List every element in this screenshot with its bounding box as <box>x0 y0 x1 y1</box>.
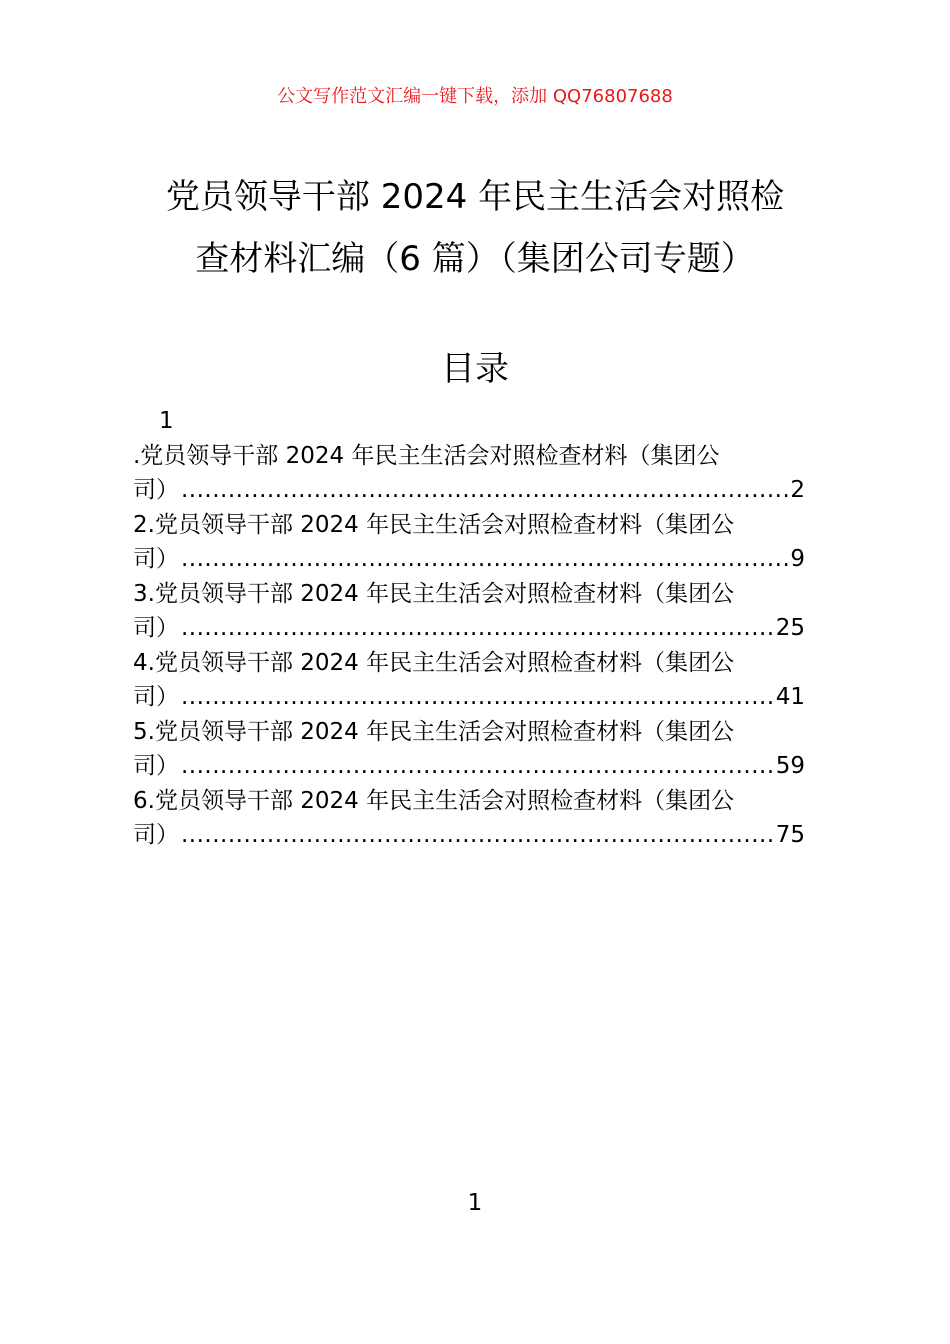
toc-entry-title[interactable]: 3.党员领导干部 2024 年民主生活会对照检查材料（集团公 <box>133 580 735 607</box>
toc-entry-page[interactable]: 41 <box>775 684 805 710</box>
toc-entry-title[interactable]: 5.党员领导干部 2024 年民主生活会对照检查材料（集团公 <box>133 718 735 745</box>
toc-entry-page[interactable]: 9 <box>790 546 805 572</box>
toc-entry-4[interactable] <box>133 646 805 715</box>
toc-entry-title-tail[interactable]: 司） <box>133 822 179 848</box>
toc-entry-title-tail[interactable]: 司） <box>133 477 179 503</box>
toc-entry-1[interactable] <box>133 439 805 508</box>
toc-dot-leader <box>181 611 774 646</box>
toc-entry-title-tail[interactable]: 司） <box>133 753 179 779</box>
toc-entry-page[interactable]: 59 <box>775 753 805 779</box>
toc-entry-leader-line[interactable] <box>133 749 805 784</box>
toc-dot-leader <box>181 680 774 715</box>
toc-entry-page[interactable]: 2 <box>790 477 805 503</box>
toc-entry-title[interactable]: 6.党员领导干部 2024 年民主生活会对照检查材料（集团公 <box>133 787 735 814</box>
toc-entry-leader-line[interactable] <box>133 818 805 853</box>
toc-entry-6[interactable] <box>133 784 805 853</box>
toc-entry-title-tail[interactable]: 司） <box>133 615 179 641</box>
document-title-line-1: 党员领导干部 2024 年民主生活会对照检 <box>165 177 785 217</box>
toc-entry-leader-line[interactable] <box>133 473 805 508</box>
toc-entry-title-tail[interactable]: 司） <box>133 684 179 710</box>
toc-entry-title-tail[interactable]: 司） <box>133 546 179 572</box>
toc-entry-page[interactable]: 75 <box>775 822 805 848</box>
toc-entry-title[interactable]: .党员领导干部 2024 年民主生活会对照检查材料（集团公 <box>133 442 720 469</box>
toc-dot-leader <box>181 818 774 853</box>
page-number: 1 <box>467 1190 483 1216</box>
table-of-contents <box>133 404 805 853</box>
toc-heading: 目录 <box>441 349 509 389</box>
document-title <box>100 166 850 290</box>
toc-entry-leader-line[interactable] <box>133 611 805 646</box>
toc-entry-5[interactable] <box>133 715 805 784</box>
toc-entry-leader-line[interactable] <box>133 542 805 577</box>
toc-entry-page[interactable]: 25 <box>775 615 805 641</box>
toc-entry-title[interactable]: 2.党员领导干部 2024 年民主生活会对照检查材料（集团公 <box>133 511 735 538</box>
toc-dot-leader <box>181 749 774 784</box>
toc-entry-2[interactable] <box>133 508 805 577</box>
toc-entry-3[interactable] <box>133 577 805 646</box>
toc-first-entry-number[interactable]: 1 <box>159 408 174 434</box>
toc-dot-leader <box>181 473 788 508</box>
toc-entry-leader-line[interactable] <box>133 680 805 715</box>
toc-entry-title[interactable]: 4.党员领导干部 2024 年民主生活会对照检查材料（集团公 <box>133 649 735 676</box>
toc-dot-leader <box>181 542 788 577</box>
header-note: 公文写作范文汇编一键下载，添加 QQ76807688 <box>277 86 673 107</box>
document-title-line-2: 查材料汇编（6 篇）（集团公司专题） <box>195 239 755 279</box>
